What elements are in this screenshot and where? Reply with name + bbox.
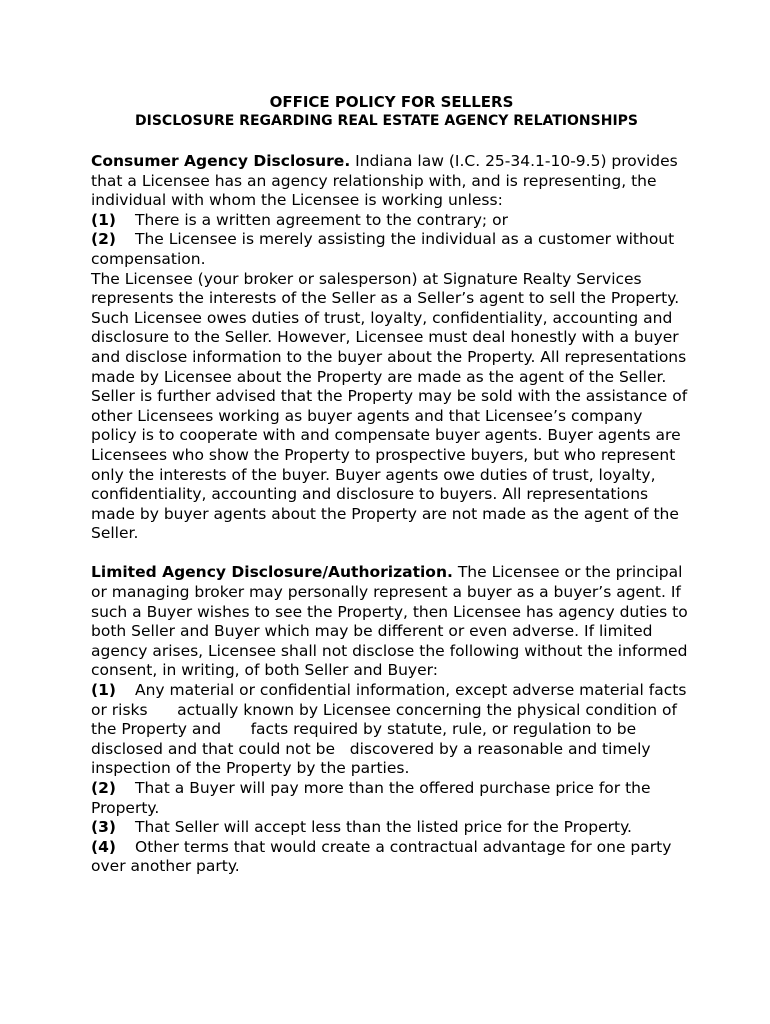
document-subtitle: DISCLOSURE REGARDING REAL ESTATE AGENCY RELATIONSHIPS [135,113,638,129]
item-number: (4) [91,837,116,856]
item-number: (2) [91,230,116,249]
consumer-agency-body: The Licensee (your broker or salesperson) at Signature Realty Services represents the interests of the Seller as a Seller’s agent to sell the Property. Such Licensee owes duties of trust, loyalty, confidentiality, accounting and disclosure to the Seller. However, Licensee must deal honestly with a buyer and disclose information to the buyer about the Property. All representations made by Licensee about the Property are made as the agent of the Seller. Seller is further advised that the Property may be sold with the assistance of other Licensees working as buyer agents and that Licensee’s company policy is to cooperate with and compensate buyer agents. Buyer agents are Licensees who show the Property to prospective buyers, but who represent only the interests of the buyer. Buyer agents owe duties of trust, loyalty, confidentiality, accounting and disclosure to buyers. All representations made by buyer agents about the Property are not made as the agent of the Seller. [91,269,688,543]
item-number: (1) [91,681,116,700]
item-text: Other terms that would create a contractual advantage for one party over another party. [91,837,672,876]
limited-agency-intro [91,563,692,681]
item-text: There is a written agreement to the contrary; or [135,210,508,229]
limited-agency-heading: Limited Agency Disclosure/Authorization. [91,563,453,582]
limited-item-1 [91,681,692,779]
consumer-item-2 [91,230,704,269]
limited-agency-intro-text: The Licensee or the principal or managing broker may personally represent a buyer as a buyer’s agent. If such a Buyer wishes to see the Property, then Licensee has agency duties to both Seller and Buyer which may be different or even adverse. If limited agency arises, Licensee shall not disclose the following without the informed consent, in writing, of both Seller and Buyer: [91,563,688,680]
consumer-agency-intro [91,152,692,211]
consumer-agency-intro-text: Indiana law (I.C. 25-34.1-10-9.5) provides that a Licensee has an agency relationship with, and is representing, the individual with whom the Licensee is working unless: [91,152,678,210]
limited-item-3 [91,818,692,838]
item-text: That a Buyer will pay more than the offered purchase price for the Property. [91,779,651,817]
item-number: (2) [91,779,116,797]
consumer-agency-heading: Consumer Agency Disclosure. [91,152,351,170]
item-number: (3) [91,818,116,837]
item-text: Any material or confidential information, except adverse material facts or risks actually known by Licensee concerning the physical condition of the Property and facts required by statute, rule, or regulation to be disclosed and that could not be discovered by a reasonable and timely inspection of the Property by the parties. [91,681,692,778]
item-number: (1) [91,210,116,229]
consumer-item-1 [91,211,692,231]
document-title: OFFICE POLICY FOR SELLERS [269,93,514,111]
item-text: The Licensee is merely assisting the individual as a customer without compensation. [91,230,704,268]
limited-item-4 [91,838,692,877]
item-text: That Seller will accept less than the listed price for the Property. [135,818,632,837]
limited-item-2 [91,779,692,818]
